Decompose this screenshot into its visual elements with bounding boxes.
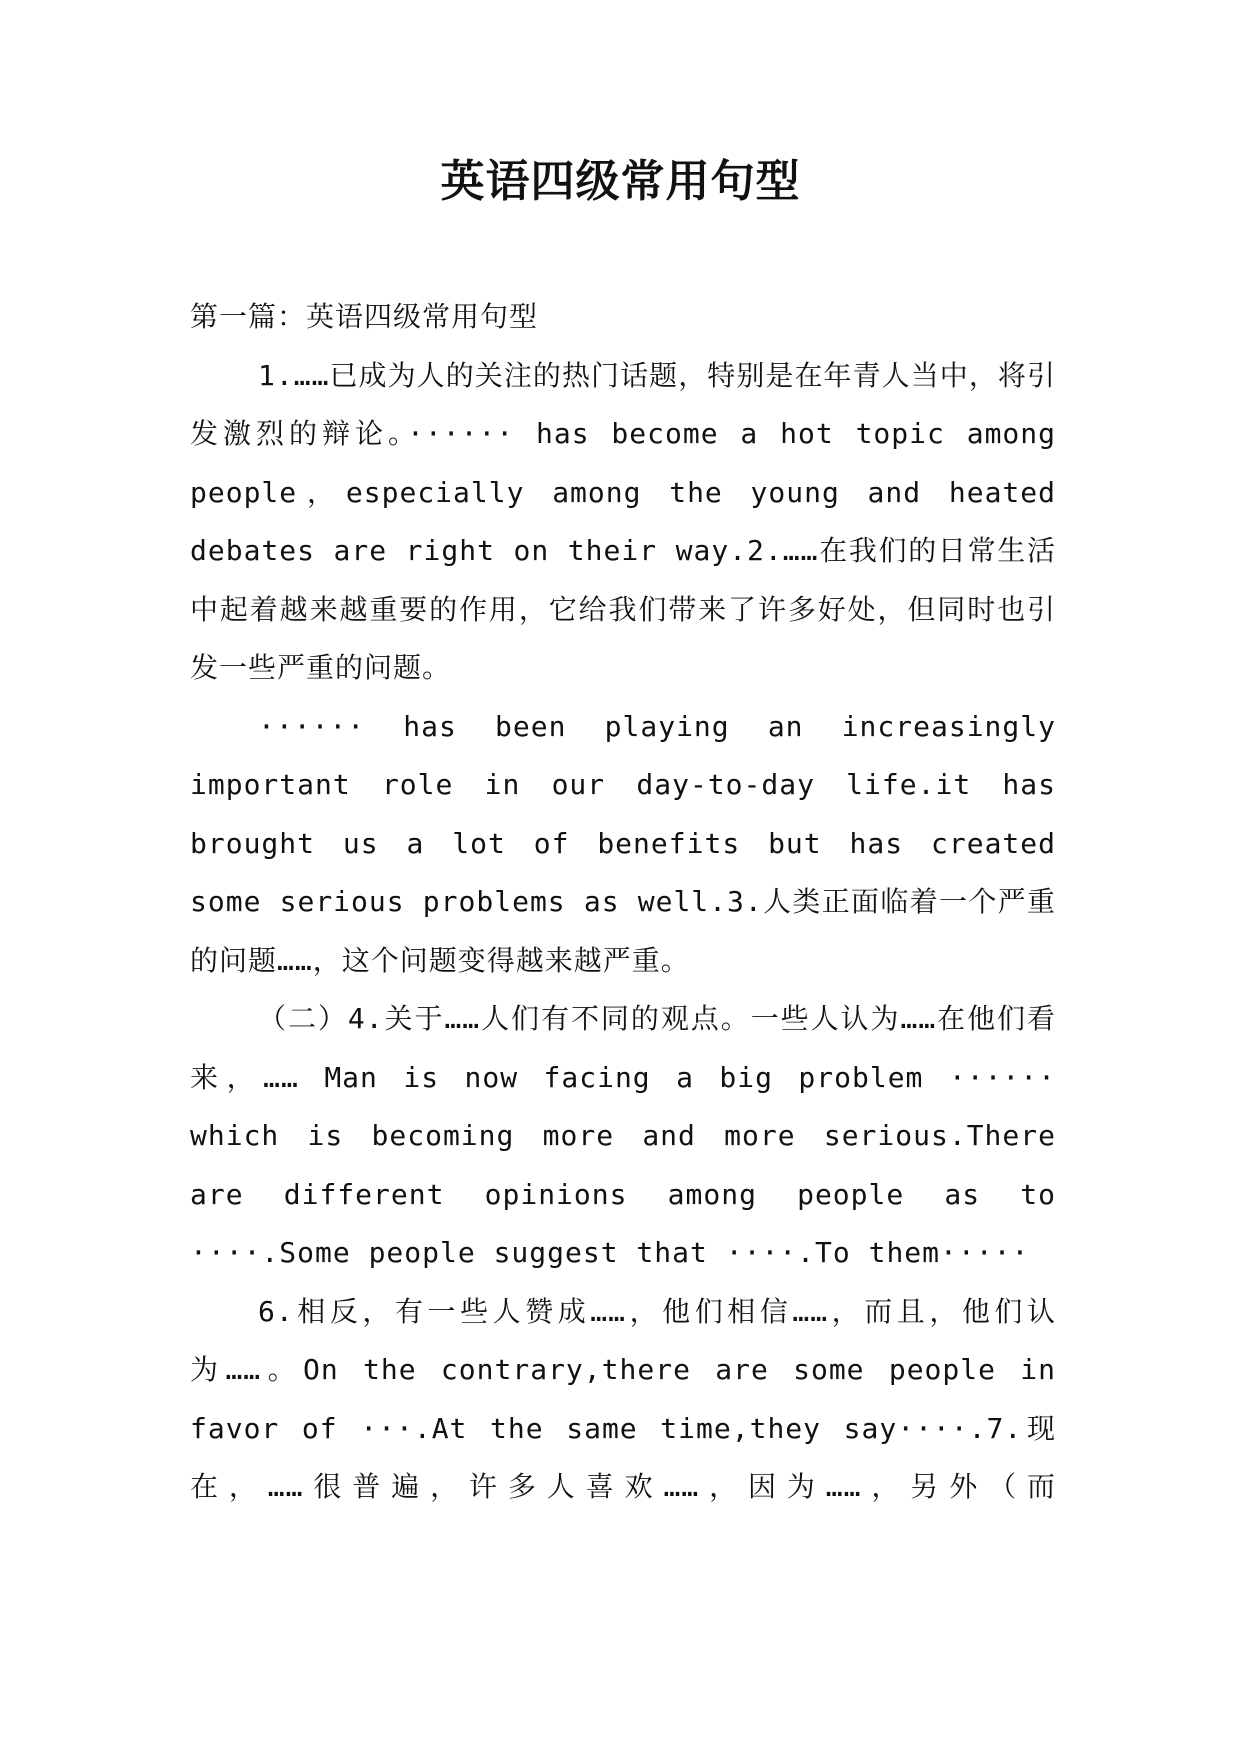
paragraph-1: 1.……已成为人的关注的热门话题，特别是在年青人当中，将引发激烈的辩论。······ has become a hot topic among people，especially among the young and heated debates are right on their way.2.……在我们的日常生活中起着越来越重要的作用，它给我们带来了许多好处，但同时也引发一些严重的问题。 bbox=[190, 358, 1056, 684]
paragraph-2: ······ has been playing an increasingly important role in our day-to-day life.it has brought us a lot of benefits but has created some serious problems as well.3.人类正面临着一个严重的问题……，这个问题变得越来越严重。 bbox=[190, 709, 1056, 977]
paragraph-4: 6.相反，有一些人赞成……，他们相信……，而且，他们认为……。On the contrary,there are some people in favor of ···.At the same time,they say····.7.现在，……很普遍，许多人喜欢……，因为……，另外（而 bbox=[190, 1294, 1056, 1503]
document-body bbox=[190, 288, 1056, 1517]
document-title: 英语四级常用句型 bbox=[440, 156, 801, 207]
paragraph-3: （二）4.关于……人们有不同的观点。一些人认为……在他们看来，…… Man is now facing a big problem ······ which is becoming more and more serious.There are different opinions among people as to ····.Some people suggest that ····.To them····· bbox=[190, 1002, 1056, 1269]
section-heading: 第一篇：英语四级常用句型 bbox=[190, 300, 539, 333]
